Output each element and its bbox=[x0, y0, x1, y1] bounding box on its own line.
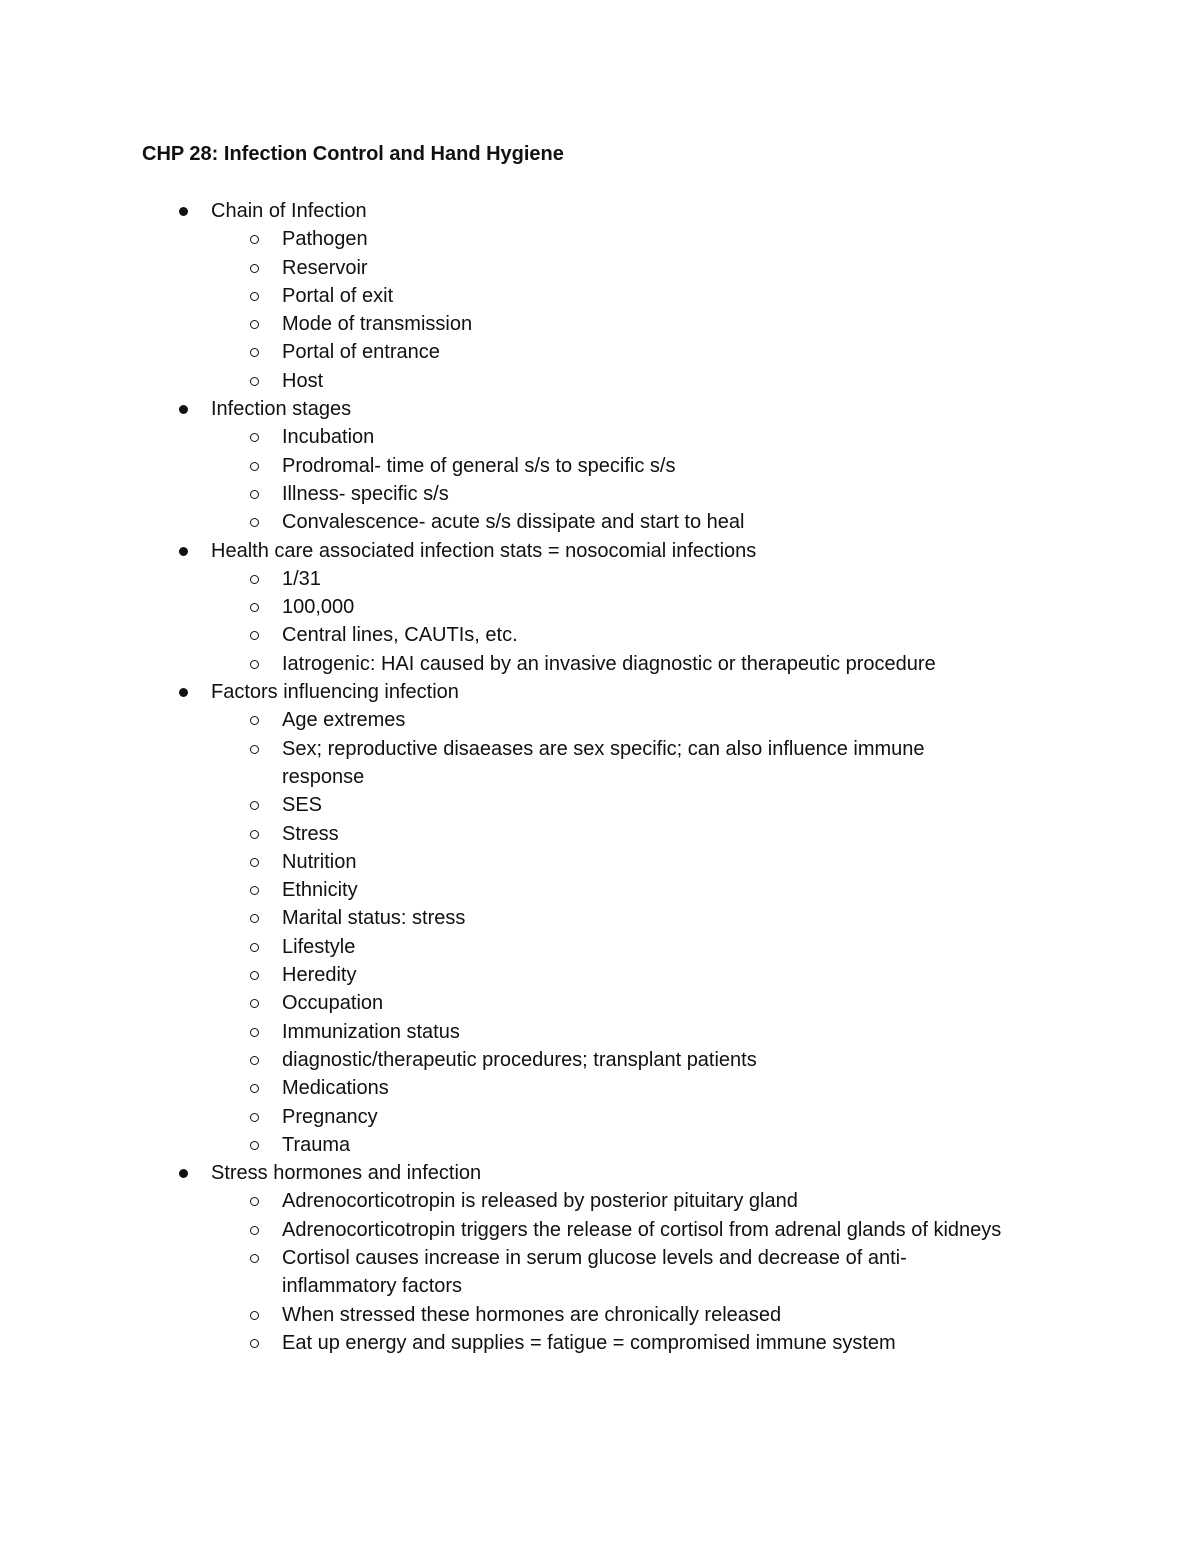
filled-bullet-icon bbox=[179, 1169, 188, 1178]
list-item bbox=[0, 480, 1200, 508]
section-heading bbox=[0, 197, 1200, 225]
section-heading bbox=[0, 395, 1200, 423]
sub-list bbox=[0, 225, 1200, 395]
hollow-bullet-icon bbox=[250, 1226, 259, 1235]
list-item bbox=[0, 1131, 1200, 1159]
list-item-text: Mode of transmission bbox=[282, 313, 473, 336]
list-item-text: Prodromal- time of general s/s to specific s/s bbox=[282, 454, 676, 477]
hollow-bullet-icon bbox=[250, 1028, 259, 1037]
list-item-text: When stressed these hormones are chronically released bbox=[282, 1303, 782, 1326]
sub-list bbox=[0, 706, 1200, 1159]
hollow-bullet-icon bbox=[250, 971, 259, 980]
list-item bbox=[0, 1301, 1200, 1329]
list-item bbox=[0, 1329, 1200, 1357]
list-item-text: Occupation bbox=[282, 992, 384, 1015]
list-item-text: Illness- specific s/s bbox=[282, 482, 449, 505]
filled-bullet-icon bbox=[179, 688, 188, 697]
hollow-bullet-icon bbox=[250, 1084, 259, 1093]
list-item-text: Portal of exit bbox=[282, 284, 394, 307]
list-item-text: Trauma bbox=[282, 1133, 351, 1156]
list-item-text: 1/31 bbox=[282, 567, 321, 590]
hollow-bullet-icon bbox=[250, 886, 259, 895]
sub-list bbox=[0, 1187, 1200, 1357]
list-item bbox=[0, 508, 1200, 536]
list-item bbox=[0, 1187, 1200, 1215]
section-heading bbox=[0, 1159, 1200, 1187]
hollow-bullet-icon bbox=[250, 660, 259, 669]
list-item bbox=[0, 310, 1200, 338]
list-item-text: Convalescence- acute s/s dissipate and start to heal bbox=[282, 511, 745, 534]
hollow-bullet-icon bbox=[250, 433, 259, 442]
outline-list bbox=[0, 197, 1200, 1357]
section-factors-influencing-infection bbox=[0, 678, 1200, 1159]
section-health-care-associated-infection bbox=[0, 537, 1200, 678]
section-stress-hormones bbox=[0, 1159, 1200, 1357]
list-item-text: Heredity bbox=[282, 964, 357, 987]
list-item-text: Age extremes bbox=[282, 709, 406, 732]
section-chain-of-infection bbox=[0, 197, 1200, 395]
hollow-bullet-icon bbox=[250, 1113, 259, 1122]
hollow-bullet-icon bbox=[250, 745, 259, 754]
list-item bbox=[0, 876, 1200, 904]
hollow-bullet-icon bbox=[250, 858, 259, 867]
hollow-bullet-icon bbox=[250, 801, 259, 810]
hollow-bullet-icon bbox=[250, 1254, 259, 1263]
list-item-text: Cortisol causes increase in serum glucose levels and decrease of anti-inflammatory factors bbox=[282, 1246, 907, 1298]
list-item-text: Ethnicity bbox=[282, 879, 358, 902]
hollow-bullet-icon bbox=[250, 518, 259, 527]
list-item bbox=[0, 989, 1200, 1017]
hollow-bullet-icon bbox=[250, 1311, 259, 1320]
document-title: CHP 28: Infection Control and Hand Hygiene bbox=[142, 143, 564, 165]
list-item-text: Portal of entrance bbox=[282, 341, 440, 364]
list-item bbox=[0, 1216, 1200, 1244]
list-item-text: 100,000 bbox=[282, 596, 355, 619]
section-heading bbox=[0, 537, 1200, 565]
list-item bbox=[0, 650, 1200, 678]
hollow-bullet-icon bbox=[250, 320, 259, 329]
hollow-bullet-icon bbox=[250, 716, 259, 725]
list-item-text: Immunization status bbox=[282, 1020, 460, 1043]
hollow-bullet-icon bbox=[250, 1056, 259, 1065]
list-item bbox=[0, 621, 1200, 649]
sub-list bbox=[0, 423, 1200, 536]
hollow-bullet-icon bbox=[250, 462, 259, 471]
section-heading-text: Chain of Infection bbox=[211, 200, 367, 222]
list-item-text: Adrenocorticotropin is released by posterior pituitary gland bbox=[282, 1190, 798, 1213]
list-item-text: Lifestyle bbox=[282, 935, 356, 958]
list-item bbox=[0, 565, 1200, 593]
list-item bbox=[0, 961, 1200, 989]
section-heading-text: Factors influencing infection bbox=[211, 681, 459, 704]
filled-bullet-icon bbox=[179, 547, 188, 556]
list-item bbox=[0, 1103, 1200, 1131]
list-item bbox=[0, 735, 1200, 792]
list-item-text: Pathogen bbox=[282, 228, 368, 251]
section-heading bbox=[0, 678, 1200, 706]
list-item-text: Marital status: stress bbox=[282, 907, 466, 930]
list-item-text: diagnostic/therapeutic procedures; transplant patients bbox=[282, 1048, 757, 1071]
hollow-bullet-icon bbox=[250, 1141, 259, 1150]
hollow-bullet-icon bbox=[250, 943, 259, 952]
section-heading-text: Infection stages bbox=[211, 398, 352, 421]
list-item-text: Adrenocorticotropin triggers the release of cortisol from adrenal glands of kidneys bbox=[282, 1218, 1002, 1241]
list-item bbox=[0, 820, 1200, 848]
list-item bbox=[0, 452, 1200, 480]
list-item bbox=[0, 904, 1200, 932]
list-item bbox=[0, 282, 1200, 310]
list-item-text: Reservoir bbox=[282, 256, 368, 279]
hollow-bullet-icon bbox=[250, 830, 259, 839]
list-item-text: Central lines, CAUTIs, etc. bbox=[282, 624, 518, 647]
list-item bbox=[0, 593, 1200, 621]
list-item-text: Nutrition bbox=[282, 850, 357, 873]
list-item bbox=[0, 338, 1200, 366]
list-item bbox=[0, 933, 1200, 961]
list-item bbox=[0, 706, 1200, 734]
hollow-bullet-icon bbox=[250, 348, 259, 357]
section-infection-stages bbox=[0, 395, 1200, 536]
hollow-bullet-icon bbox=[250, 575, 259, 584]
hollow-bullet-icon bbox=[250, 292, 259, 301]
hollow-bullet-icon bbox=[250, 264, 259, 273]
list-item bbox=[0, 1074, 1200, 1102]
hollow-bullet-icon bbox=[250, 631, 259, 640]
hollow-bullet-icon bbox=[250, 490, 259, 499]
list-item-text: Sex; reproductive disaeases are sex specific; can also influence immune response bbox=[282, 737, 925, 788]
hollow-bullet-icon bbox=[250, 1197, 259, 1206]
list-item-text: Iatrogenic: HAI caused by an invasive diagnostic or therapeutic procedure bbox=[282, 652, 936, 675]
hollow-bullet-icon bbox=[250, 999, 259, 1008]
hollow-bullet-icon bbox=[250, 603, 259, 612]
list-item bbox=[0, 1244, 1200, 1301]
list-item bbox=[0, 848, 1200, 876]
list-item bbox=[0, 1018, 1200, 1046]
list-item-text: Host bbox=[282, 369, 324, 392]
hollow-bullet-icon bbox=[250, 914, 259, 923]
section-heading-text: Stress hormones and infection bbox=[211, 1162, 482, 1185]
list-item-text: Stress bbox=[282, 822, 339, 845]
sub-list bbox=[0, 565, 1200, 678]
filled-bullet-icon bbox=[179, 405, 188, 414]
list-item-text: SES bbox=[282, 794, 323, 817]
list-item-text: Incubation bbox=[282, 426, 375, 449]
list-item-text: Eat up energy and supplies = fatigue = compromised immune system bbox=[282, 1331, 896, 1354]
list-item bbox=[0, 791, 1200, 819]
list-item bbox=[0, 423, 1200, 451]
hollow-bullet-icon bbox=[250, 1339, 259, 1348]
list-item bbox=[0, 1046, 1200, 1074]
section-heading-text: Health care associated infection stats = nosocomial infections bbox=[211, 539, 757, 562]
hollow-bullet-icon bbox=[250, 377, 259, 386]
filled-bullet-icon bbox=[179, 207, 188, 216]
list-item-text: Medications bbox=[282, 1077, 389, 1100]
list-item bbox=[0, 254, 1200, 282]
list-item-text: Pregnancy bbox=[282, 1105, 378, 1128]
hollow-bullet-icon bbox=[250, 235, 259, 244]
list-item bbox=[0, 225, 1200, 253]
list-item bbox=[0, 367, 1200, 395]
